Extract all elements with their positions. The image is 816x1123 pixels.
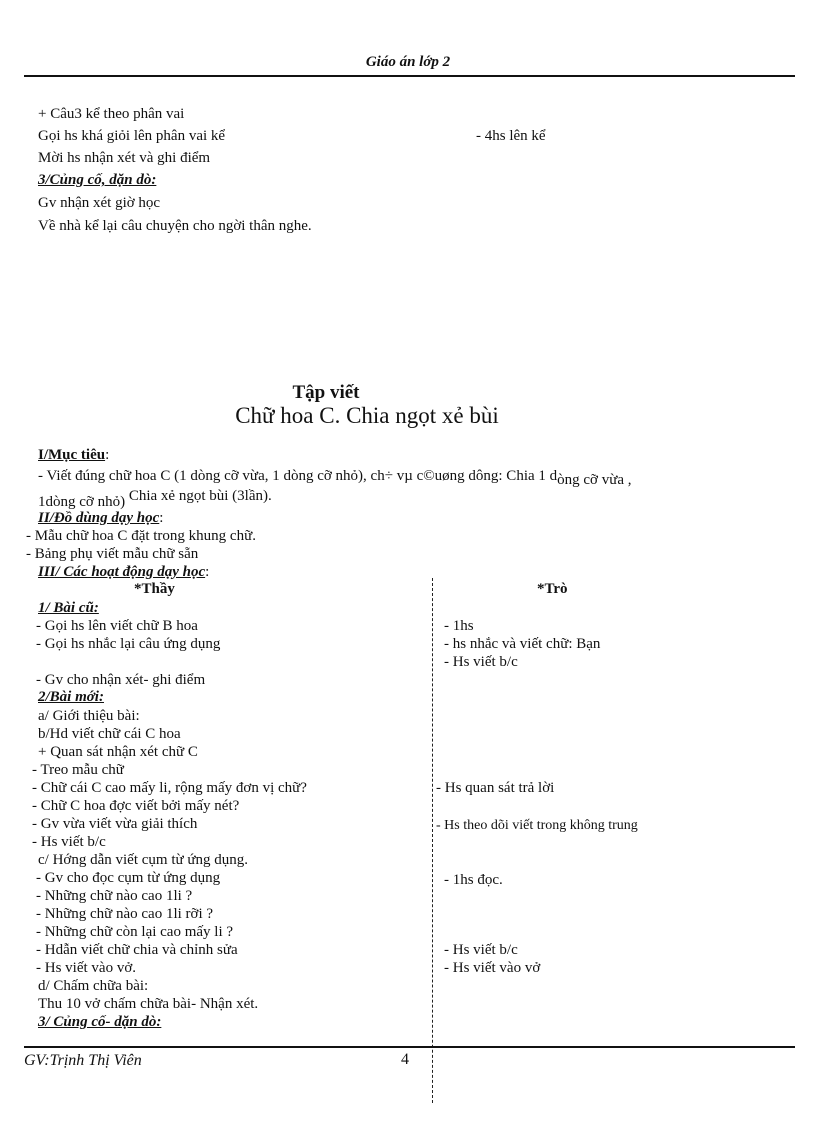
- section-heading: 3/Củng cố, dặn dò:: [38, 172, 157, 188]
- story-line: Mời hs nhận xét và ghi điểm: [38, 150, 211, 166]
- materials-heading: II/Đồ dùng dạy học:: [38, 510, 164, 526]
- teacher-line: - Chữ cái C cao mấy li, rộng mấy đơn vị chữ?: [32, 780, 307, 796]
- teacher-line: - Những chữ còn lại cao mấy li ?: [36, 924, 234, 940]
- student-line: - Hs theo dõi viết trong không trung: [436, 818, 638, 833]
- student-line: - Hs viết b/c: [444, 942, 518, 958]
- objective-line: - Viết đúng chữ hoa C (1 dòng cỡ vừa, 1 dòng cỡ nhỏ), ch÷ vµ c©uøng dông: Chia 1 dòng cỡ vừa ,: [38, 468, 632, 488]
- student-line: - Hs quan sát trả lời: [436, 780, 555, 796]
- teacher-line: - Gọi hs lên viết chữ B hoa: [36, 618, 198, 634]
- teacher-line: Thu 10 vở chấm chữa bài- Nhận xét.: [38, 996, 259, 1012]
- column-header-teacher: *Thầy: [134, 581, 175, 597]
- teacher-line: - Hdẫn viết chữ chia và chỉnh sửa: [36, 942, 238, 958]
- teacher-line: - Những chữ nào cao 1li rỡi ?: [36, 906, 214, 922]
- footer-author: GV:Trịnh Thị Viên: [24, 1052, 142, 1069]
- teacher-line: d/ Chấm chữa bài:: [38, 978, 149, 994]
- student-line: - 1hs đọc.: [444, 872, 503, 888]
- student-line: - 1hs: [444, 618, 474, 634]
- teacher-line: - Hs viết vào vở.: [36, 960, 136, 976]
- teacher-line: + Quan sát nhận xét chữ C: [38, 744, 198, 760]
- story-line: + Câu3 kể theo phân vai: [38, 106, 185, 122]
- teacher-line: - Gv vừa viết vừa giải thích: [32, 816, 198, 832]
- teacher-line: - Gv cho đọc cụm từ ứng dụng: [36, 870, 221, 886]
- section-heading: 2/Bài mới:: [38, 689, 104, 705]
- section-heading: 3/ Củng cố- dặn dò:: [38, 1014, 162, 1030]
- column-header-student: *Trò: [537, 581, 568, 597]
- teacher-line: - Gọi hs nhắc lại câu ứng dụng: [36, 636, 221, 652]
- lesson-subject: Tập viết: [292, 382, 360, 403]
- lesson-title: Chữ hoa C. Chia ngọt xẻ bùi: [235, 403, 499, 428]
- objective-line: 1dòng cỡ nhỏ) Chia xẻ ngọt bùi (3lần).: [38, 488, 272, 510]
- activities-heading: III/ Các hoạt động dạy học:: [38, 564, 210, 580]
- student-line: - hs nhắc và viết chữ: Bạn: [444, 636, 601, 652]
- teacher-line: - Chữ C hoa đợc viết bởi mấy nét?: [32, 798, 240, 814]
- teacher-line: - Những chữ nào cao 1li ?: [36, 888, 193, 904]
- material-item: - Bảng phụ viết mẫu chữ sẵn: [26, 546, 199, 562]
- header-rule: [24, 75, 795, 77]
- column-divider: [432, 578, 433, 1103]
- teacher-line: c/ Hớng dẫn viết cụm từ ứng dụng.: [38, 852, 248, 868]
- student-line: - Hs viết vào vở: [444, 960, 541, 976]
- page-number: 4: [401, 1051, 409, 1068]
- objectives-heading: I/Mục tiêu:: [38, 447, 110, 463]
- teacher-line: - Hs viết b/c: [32, 834, 106, 850]
- closing-line: Về nhà kể lại câu chuyện cho ngời thân nghe.: [38, 218, 312, 234]
- teacher-line: - Gv cho nhận xét- ghi điểm: [36, 672, 206, 688]
- student-note: - 4hs lên kể: [476, 128, 546, 144]
- teacher-line: b/Hd viết chữ cái C hoa: [38, 726, 181, 742]
- teacher-line: a/ Giới thiệu bài:: [38, 708, 140, 724]
- footer-rule: [24, 1046, 795, 1048]
- teacher-line: - Treo mẫu chữ: [32, 762, 124, 778]
- page-header-title: Giáo án lớp 2: [365, 54, 451, 70]
- story-line: Gọi hs khá giỏi lên phân vai kể: [38, 128, 226, 144]
- student-line: - Hs viết b/c: [444, 654, 518, 670]
- material-item: - Mẫu chữ hoa C đặt trong khung chữ.: [26, 528, 256, 544]
- closing-line: Gv nhận xét giờ học: [38, 195, 161, 211]
- section-heading: 1/ Bài cũ:: [38, 600, 99, 616]
